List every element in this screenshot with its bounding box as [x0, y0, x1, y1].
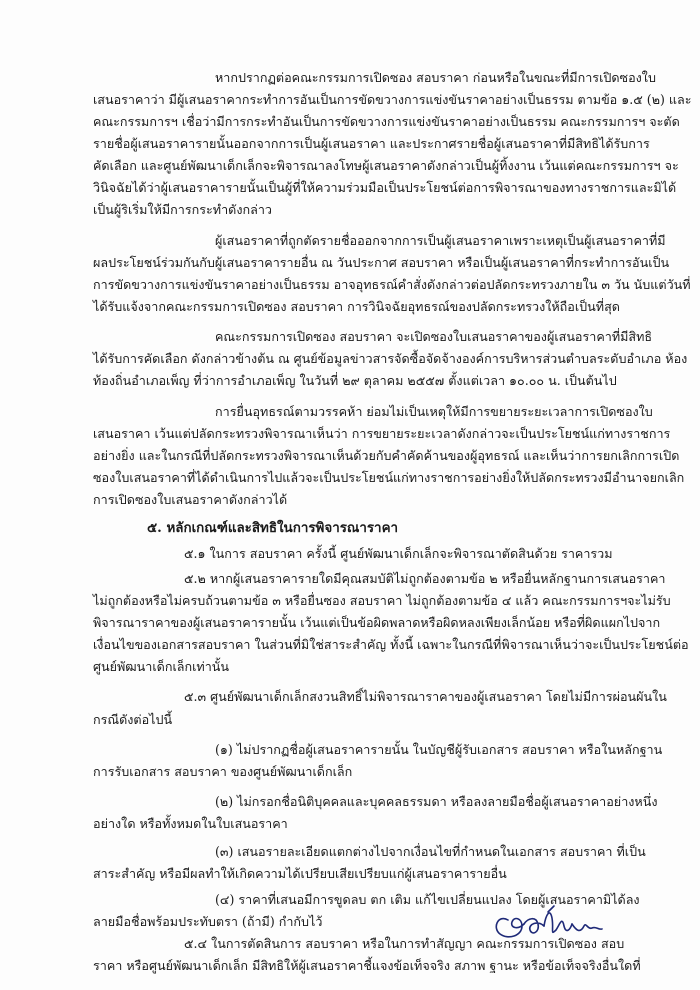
item-5-2-line4: เงื่อนไขของเอกสารสอบราคา ในส่วนที่มิใช่สาระสำคัญ ทั้งนี้ เฉพาะในกรณีที่พิจารณาเห็นว่าจะเป็นประโยชน์ต่อ — [93, 637, 689, 652]
para2-line1: ผู้เสนอราคาที่ถูกตัดรายชื่อออกจากการเป็นผู้เสนอราคาเพราะเหตุเป็นผู้เสนอราคาที่มี — [215, 233, 666, 248]
para1-line1: หากปรากฏต่อคณะกรรมการเปิดซอง สอบราคา ก่อนหรือในขณะที่มีการเปิดซองใบ — [215, 70, 656, 85]
section-5-heading: ๕. หลักเกณฑ์และสิทธิในการพิจารณาราคา — [147, 520, 399, 536]
item-5-2-line5: ศูนย์พัฒนาเด็กเล็กเท่านั้น — [93, 659, 229, 674]
para2-line3: การขัดขวางการแข่งขันราคาอย่างเป็นธรรม อาจอุทธรณ์คำสั่งดังกล่าวต่อปลัดกระทรวงภายใน ๓ วัน นับแต่วันที่ — [93, 277, 691, 292]
para4-line2: เสนอราคา เว้นแต่ปลัดกระทรวงพิจารณาเห็นว่า การขยายระยะเวลาดังกล่าวจะเป็นประโยชน์แก่ทางราชการ — [93, 426, 671, 441]
para2-line2: ผลประโยชน์ร่วมกันกับผู้เสนอราคารายอื่น ณ วันประกาศ สอบราคา หรือเป็นผู้เสนอราคาที่กระทำการอันเป็น — [93, 255, 670, 270]
para1-line7: เป็นผู้ริเริ่มให้มีการกระทำดังกล่าว — [93, 202, 272, 217]
para1-line6: วินิจฉัยได้ว่าผู้เสนอราคารายนั้นเป็นผู้ที่ให้ความร่วมมือเป็นประโยชน์ต่อการพิจารณาของทางราชการและมิได้ — [93, 180, 677, 195]
item-5-3-sub1-line2: การรับเอกสาร สอบราคา ของศูนย์พัฒนาเด็กเล็ก — [93, 764, 353, 779]
item-5-3-sub4-line2: ลายมือชื่อพร้อมประทับตรา (ถ้ามี) กำกับไว้ — [93, 914, 323, 929]
para3-line2: ได้รับการคัดเลือก ดังกล่าวข้างต้น ณ ศูนย์ข้อมูลข่าวสารจัดซื้อจัดจ้างองค์การบริหารส่วนตำบลระดับอำเภอ ห้อง — [93, 351, 688, 366]
para3-line3: ท้องถิ่นอำเภอเพ็ญ ที่ว่าการอำเภอเพ็ญ ในวันที่ ๒๙ ตุลาคม ๒๕๕๗ ตั้งแต่เวลา ๑๐.๐๐ น. เป็นต้นไป — [93, 373, 617, 388]
para1-line2: เสนอราคาว่า มีผู้เสนอราคากระทำการอันเป็นการขัดขวางการแข่งขันราคาอย่างเป็นธรรม ตามข้อ ๑.๕ (๒) และ — [93, 92, 692, 107]
item-5-3-sub3-line1: (๓) เสนอรายละเอียดแตกต่างไปจากเงื่อนไขที่กำหนดในเอกสาร สอบราคา ที่เป็น — [215, 844, 646, 859]
item-5-2-line3: พิจารณาราคาของผู้เสนอราคารายนั้น เว้นแต่เป็นข้อผิดพลาดหรือผิดหลงเพียงเล็กน้อย หรือที่ผิดแผกไปจาก — [93, 615, 661, 630]
item-5-4-line1: ๕.๔ ในการตัดสินการ สอบราคา หรือในการทำสัญญา คณะกรรมการเปิดซอง สอบ — [184, 936, 625, 951]
para4-line1: การยื่นอุทธรณ์ตามวรรคห้า ย่อมไม่เป็นเหตุให้มีการขยายระยะเวลาการเปิดซองใบ — [215, 404, 653, 419]
para3-line1: คณะกรรมการเปิดซอง สอบราคา จะเปิดซองใบเสนอราคาของผู้เสนอราคาที่มีสิทธิ — [215, 329, 653, 344]
item-5-3-line2: กรณีดังต่อไปนี้ — [93, 712, 173, 727]
para1-line3: คณะกรรมการฯ เชื่อว่ามีการกระทำอันเป็นการขัดขวางการแข่งขันราคาอย่างเป็นธรรม คณะกรรมการฯ จะตัด — [93, 114, 680, 129]
para4-line5: การเปิดซองใบเสนอราคาดังกล่าวได้ — [93, 492, 288, 507]
item-5-3-sub2-line2: อย่างใด หรือทั้งหมดในใบเสนอราคา — [93, 816, 288, 831]
item-5-3-sub2-line1: (๒) ไม่กรอกชื่อนิติบุคคลและบุคคลธรรมดา หรือลงลายมือชื่อผู้เสนอราคาอย่างหนึ่ง — [215, 794, 658, 809]
para1-line5: คัดเลือก และศูนย์พัฒนาเด็กเล็กจะพิจารณาลงโทษผู้เสนอราคาดังกล่าวเป็นผู้ทิ้งงาน เว้นแต่คณะกรรมการฯ จะ — [93, 158, 679, 173]
item-5-3-line1: ๕.๓ ศูนย์พัฒนาเด็กเล็กสงวนสิทธิ์ไม่พิจารณาราคาของผู้เสนอราคา โดยไม่มีการผ่อนผันใน — [184, 689, 667, 704]
para2-line4: ได้รับแจ้งจากคณะกรรมการเปิดซอง สอบราคา การวินิจฉัยอุทธรณ์ของปลัดกระทรวงให้ถือเป็นที่สุด — [93, 299, 620, 314]
item-5-3-sub1-line1: (๑) ไม่ปรากฏชื่อผู้เสนอราคารายนั้น ในบัญชีผู้รับเอกสาร สอบราคา หรือในหลักฐาน — [215, 742, 663, 757]
item-5-3-sub3-line2: สาระสำคัญ หรือมีผลทำให้เกิดความได้เปรียบเสียเปรียบแก่ผู้เสนอราคารายอื่น — [93, 866, 507, 881]
para4-line3: อย่างยิ่ง และในกรณีที่ปลัดกระทรวงพิจารณาเห็นด้วยกับคำคัดค้านของผู้อุทธรณ์ และเห็นว่าการยกเลิกการเปิด — [93, 448, 680, 463]
handwritten-signature-icon — [488, 900, 608, 950]
item-5-1: ๕.๑ ในการ สอบราคา ครั้งนี้ ศูนย์พัฒนาเด็กเล็กจะพิจารณาตัดสินด้วย ราคารวม — [184, 546, 613, 561]
item-5-2-line1: ๕.๒ หากผู้เสนอราคารายใดมีคุณสมบัติไม่ถูกต้องตามข้อ ๒ หรือยื่นหลักฐานการเสนอราคา — [184, 571, 666, 586]
item-5-4-line2: ราคา หรือศูนย์พัฒนาเด็กเล็ก มีสิทธิให้ผู้เสนอราคาชี้แจงข้อเท็จจริง สภาพ ฐานะ หรือข้อเท็จจริงอื่นใดที่ — [93, 958, 641, 973]
para4-line4: ซองใบเสนอราคาที่ได้ดำเนินการไปแล้วจะเป็นประโยชน์แก่ทางราชการอย่างยิ่งให้ปลัดกระทรวงมีอำนาจยกเลิก — [93, 470, 685, 485]
item-5-3-sub4-line1: (๔) ราคาที่เสนอมีการขูดลบ ตก เติม แก้ไขเปลี่ยนแปลง โดยผู้เสนอราคามิได้ลง — [215, 892, 640, 907]
item-5-2-line2: ไม่ถูกต้องหรือไม่ครบถ้วนตามข้อ ๓ หรือยื่นซอง สอบราคา ไม่ถูกต้องตามข้อ ๔ แล้ว คณะกรรมการฯจะไม่รับ — [93, 593, 671, 608]
para1-line4: รายชื่อผู้เสนอราคารายนั้นออกจากการเป็นผู้เสนอราคา และประกาศรายชื่อผู้เสนอราคาที่มีสิทธิได้รับการ — [93, 136, 650, 151]
